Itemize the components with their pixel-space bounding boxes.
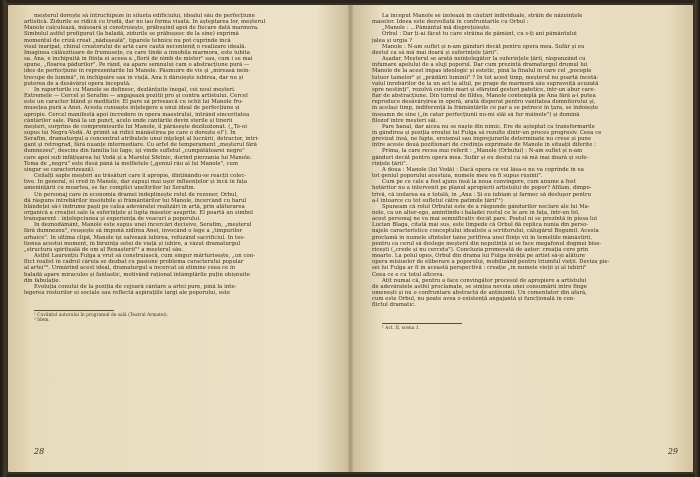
text-line: Cum pe ce cale a fost ajuns însă la noua convingere, cum anume a fost: [382, 179, 576, 186]
text-line: flictul dramatic.: [372, 302, 416, 309]
text-line: al artei"². Urmărind acest ideal, dramaturgul a încercat să elimine ceea ce în: [24, 265, 236, 272]
right-footnotes: [372, 326, 684, 331]
text-line: spre nestinți", rezolvă cuvinte mari și sfârșind gesturi patetice, într-un abur care-: [372, 86, 596, 93]
book-edge-right: [695, 0, 700, 477]
text-line: nole, ca un alter-ego, amintindu-i baladei rostul ce le are în fața, într-un fel,: [372, 210, 580, 216]
text-line: singur se caracterizează).: [24, 166, 95, 173]
text-line: Spuneam că rolul Orbului este de a răspunde gândurilor neclare ale lui Ma-: [382, 203, 590, 210]
text-line: Așadar, Meșterul se arată neînțelegător la suferințele țării, răspunzând cu: [382, 56, 586, 63]
text-line: sa. Ana, e închipuită în ființa ei aceea a „florii de nimb de mister" sau, cum i se mai: [24, 56, 253, 63]
text-line: Astfel Laurențiu Fulga a vrut să construiască, cum singur mărturisește, „un con-: [34, 253, 256, 260]
text-line: Simbolul astfel prefigurat (la baladă, zidurile se prăbușesc de la sine) exprimă: [24, 31, 239, 38]
left-page: [24, 13, 336, 466]
text-line: meșterul dorește să întruchipeze în silueta edificiului, idealul său de perfecțiune: [34, 13, 255, 19]
text-line: în gândirea și poziția eroului lui Fulga să rezulte dintr-un proces progresiv. Ceea ce: [372, 129, 602, 136]
text-line: Evoluția conului de la poziția de cejoară cântare a artei pure, pină la inte-: [34, 283, 237, 290]
text-line: Pare banal, dar aicea nu se naște din nimic. Ere de așteptat ca transformarile: [382, 123, 595, 130]
text-line: acest personaj ne va mai semnificativ decât pare. Poetul ni se prezintă în piesa lui: [372, 216, 597, 223]
text-line: fără dumnezeu", reușește să impună zidirea Anei, invocând o lege a „timpurilor: [24, 228, 243, 235]
text-line: flict realist în cadrul căruia se dezbat cu pasiune problema caracterului popular: [24, 259, 244, 266]
text-line: Extremele — Cercel și Serafim — angajează pozitii pro și contra artistului. Cercel: [24, 93, 248, 100]
text-line: care apoi sub înfățișarea lui Vodă și a Marelui Sfetnic, dorind pierzania lui Manole.: [24, 154, 252, 161]
text-line: pentru ca cerul să deslege meșterii din neputință și se face megafonul dogmei bise-: [372, 240, 602, 247]
text-line: momentul de criză creat „nădușeală", tiparele tehnice nu pot cuprinde încă: [24, 37, 231, 44]
text-line: Serafim, dramaturgul a concentrat atributele unui înțelept al lucrării, detractor, intri-: [24, 136, 259, 143]
text-line: În deznodământ, Manole este supus unei încercări decisive, Serafim, „meșterul: [34, 222, 252, 229]
book-spread: [6, 3, 695, 474]
text-line: Lucian Blaga, citată mai sus, este limpede că Orbul dă replica nunia din perso-: [372, 222, 589, 229]
text-line: destul ca să mă mai doară și suferințele țării".: [372, 49, 499, 56]
text-line: fiar de abstracțiune. Din turnul de fildeș, Manole contemplă pe Ana fără a-i putea: [372, 93, 596, 100]
right-page: [372, 13, 684, 466]
text-line: filozof între meșteri săi.: [372, 117, 438, 124]
text-line: apropie. Cercel manifestă apoi încredere în opera maestrului, întrând sinceritatea: [24, 111, 250, 118]
text-line: Manole : N-am suflet și n-am gânduri decât pentru opera mea. Sufăr și eu: [382, 43, 585, 50]
text-line: omenești și nu o confruntare abstractă de antinomii. Un comentator din afară,: [372, 290, 587, 297]
text-line: „Manole : ...Pământul mă disprețuiește.: [382, 25, 491, 32]
footnote: ¹ Cuvântul autorului în programul de sală (Teatrul Armatei).: [34, 313, 168, 319]
footnote: ² Idem.: [34, 318, 50, 324]
left-page-body: [24, 13, 336, 296]
text-line: idee de perfecțiune în reprezentarile lui Manole. Păsmuire de vis și „mireasă neîn-: [24, 68, 251, 75]
text-line: dă răspuns întrebărilor insolubile și frământărilor lui Manole, încercând cu harul: [24, 197, 247, 204]
text-line: previzat însă, ne fapte, eroismul sau împrejurarile determinate nu crese și pune: [372, 136, 592, 143]
text-line: de adevăratele astfel proclamate, se simțea nevoia unei consumării intre finge: [372, 283, 587, 290]
text-line: a-l întoarce cu tot sufletul către patimile țării"¹): [372, 197, 503, 204]
text-line: gant și retrograd, fără nuanțe intermediare. Cu arfel de temperament „meșterul fără: [24, 142, 257, 149]
footnote: ¹ Act. II, scena 1.: [382, 325, 420, 331]
text-line: este un caracter blând și meditativ. El pare să privească cu ochii lui Manole fru-: [24, 99, 244, 106]
text-line: În raporturile cu Manole se definesc, dezlănțuite inegal, cei noui meșteri.: [34, 86, 236, 93]
text-line: amenințării cu moartea, se fac complici uneltirilor lui Serafim.: [24, 185, 196, 192]
text-line: ricești („crede și nu cerceta"). Concluzia promovată de autor: creația cere prin: [372, 246, 589, 253]
text-line: opera misiuelor de eliberare a poporului, mobilizând pentru triumful vieții. Deviza pie-: [372, 259, 610, 266]
text-line: Ceilalți sapte meșteri au trăsături care îi apropie, dinținându-se reacții colec-: [34, 173, 247, 180]
text-line: tutuor tainelor" și „prădării luminii" ? În tot acest timp, meșterul nu poartă încetă-: [372, 74, 599, 81]
text-line: Manole de la acest impas ideologic și estetic, pină la finalul în care cel „poceple: [372, 68, 592, 75]
left-footnote-rule: [34, 310, 114, 311]
text-line: transparent : înțelepciunea și experiența de veacuri a poporului.: [24, 216, 201, 223]
text-line: organică a creației sale la suferințele și lupta maselor asuprite. El poartă un simbol: [24, 210, 253, 216]
text-line: proclamă în numele sfintelor taine jertfirea unei ființe vii în temeliile mânăstirii,: [372, 234, 593, 241]
text-line: tive. În general, ei cred în Manole, dar supuși mai ușor influențelor și încă în fața: [24, 179, 248, 186]
text-line: dumnezeu", descins din familia lui Iago, își vinde sufletul „cumpătătoarei negre": [24, 148, 245, 155]
text-line: supus lui Negru-Vodă. Ai primit să ridici mânăstirea pe care o dorește el"). În: [24, 129, 236, 136]
text-line: reproduce desăvârșirea în operă, arată disperat pentru vanitatea domnitorului și,: [372, 99, 596, 106]
text-line: La început Manole se izolează în căutări individuale, străin de năzuințele: [382, 13, 583, 19]
text-line: din fabulație.: [24, 277, 61, 284]
text-line: Imaginea călăuzitoare de frumusețe, cu care tinde a înnobila marmora, este iubita: [24, 49, 250, 56]
text-line: moarte. La polul opus, Orbul din drama lui Fulga învăță pe artist să-și alăture: [372, 253, 586, 260]
right-footnote-rule: [382, 323, 462, 324]
right-page-number: 29: [667, 447, 678, 456]
text-line: sei lui Fulga ar fi în această perspectivă : creație „în numele vieții și al iubirii": [372, 265, 587, 272]
text-line: A doua : Manole (lui Vodă) : Dacă opera ce voi lăsa-o nu va coprinde în ea: [382, 166, 584, 173]
text-line: între acesie două pozitionari de credința exprimate de Manole în situații diferite :: [372, 142, 596, 149]
text-line: baladă apare miraculos și fantastic, motivând rațional întâmplările puțin obișnuite: [24, 271, 250, 278]
text-line: Un personaj care în economia dramei îndeplinește rolul de rezoner, Orbul,: [34, 191, 238, 198]
text-line: Atît numai că, pentru a face convingător procesul de apropiere a artistului: [382, 277, 587, 284]
text-line: înfumare apelului de a sluji poporul. Dar cum prezintă dramaturgul drumul lui: [372, 62, 588, 69]
text-line: visul înaripat, chinul creatorului de artă care caută neconteniț o realizare ideală.: [24, 43, 247, 50]
text-line: najele caracteristice conceptului idealiste a scriitorului, călugărul Bogumil. Acesta: [372, 228, 599, 235]
text-line: artistică. Zidurile se ridică cu trudă, dar nu iau forma visată. În așteptarea lor, meșterul: [24, 19, 266, 26]
text-line: valul înrebârilor de la un act la altul, pe prage de marmoră său supravoiță acuzată: [372, 80, 599, 87]
text-line: trecupe de lumină", în închipuire sau în viață. Ana îi dăruiește iubirea, dar nu și: [24, 74, 244, 81]
text-line: Ceea ce e cu totul altceva.: [372, 271, 445, 278]
text-line: musețea pură a Anei. Acesta cunoaște înțelegere a unui ideal de perfecțiune și: [24, 105, 240, 112]
text-line: în același timp, indiferență la frământările ce par a se petrece în țara, se îndoiește: [372, 105, 599, 112]
text-line: jalea și urgia ?: [372, 37, 413, 44]
text-line: trivă, că izolarea sa e totală, în „Ana : Și eu iubiam și farmec să deslușor pentru: [372, 191, 592, 198]
text-line: meșteri, surprins de compromisurile lui Manole, il părăsește deziluzionat. (,,Te-oi: [24, 123, 247, 130]
text-line: „structura spirituală de om al Renașterii"¹ a meșterul său.: [24, 246, 184, 253]
text-line: arhaice". În ultima clipă, Manole își salvează iubirea, refuzând sacrificiul. În tes-: [24, 234, 246, 241]
text-line: Orbul : Dar ți-ai făcut tu care străina de pământ, cu s-ți ani pământului: [382, 31, 577, 38]
text-line: spune, „floarea pădurilor". Pe rând, ea apare semnului cam o abstracțiune pură —: [24, 62, 250, 69]
text-line: Prima, la care recea mai referit : „Manole (Orbului) : N-am suflet și n-am: [382, 148, 583, 155]
text-line: rințele țării".: [372, 160, 408, 167]
text-line: cântărilor sale. Până la un punct, acelo unde cântările devin sterile și tinerii: [24, 117, 233, 124]
text-line: gânduri decât pentru opera mea. Sufăr și eu destul ca să mă mai doară și sufe-: [372, 154, 589, 161]
text-line: tot geniul poporului acestuia, numele meu va fi supus rușinii".: [372, 173, 543, 180]
left-page-number: 28: [34, 447, 45, 456]
text-line: Tema de „negru" este dusă până la melfietele („geniul rău al lui Manole", cum: [24, 160, 239, 167]
text-line: hotăritor nu a intervenit pe planul apropierii artistului de popor? Afilam, dimpo-: [372, 185, 592, 192]
text-line: cum este Orbul, nu poate avea o existență angajantă și funcțională în con-: [372, 296, 576, 303]
text-line: puterea de a desăvârși opera începută.: [24, 80, 131, 87]
text-line: tionea acestui moment, în biruința setei de viață și iubire, a văzut dramaturgul: [24, 240, 241, 247]
left-footnotes: [24, 313, 336, 323]
text-line: maselor. Ideea este dezvoltată în confruntarile cu Orbul :: [372, 19, 529, 26]
text-line: legerea rosturilor ei sociale sau reflectă aspirațiile largi ale poporului, este: [24, 290, 231, 297]
text-line: înseamn de sine („în catar perfecțiunii nu-mi slăi să fur mâinele") și domină: [372, 111, 580, 118]
right-page-body: [372, 13, 684, 309]
text-line: Manole calculează, măsoară și construiește, prăbușind apoi de fiecare dată marmora.: [24, 25, 259, 32]
text-line: blândeței să-i îndrume pașii pe calea adevăratei realizări în artă, prin alăturarea: [24, 203, 245, 210]
